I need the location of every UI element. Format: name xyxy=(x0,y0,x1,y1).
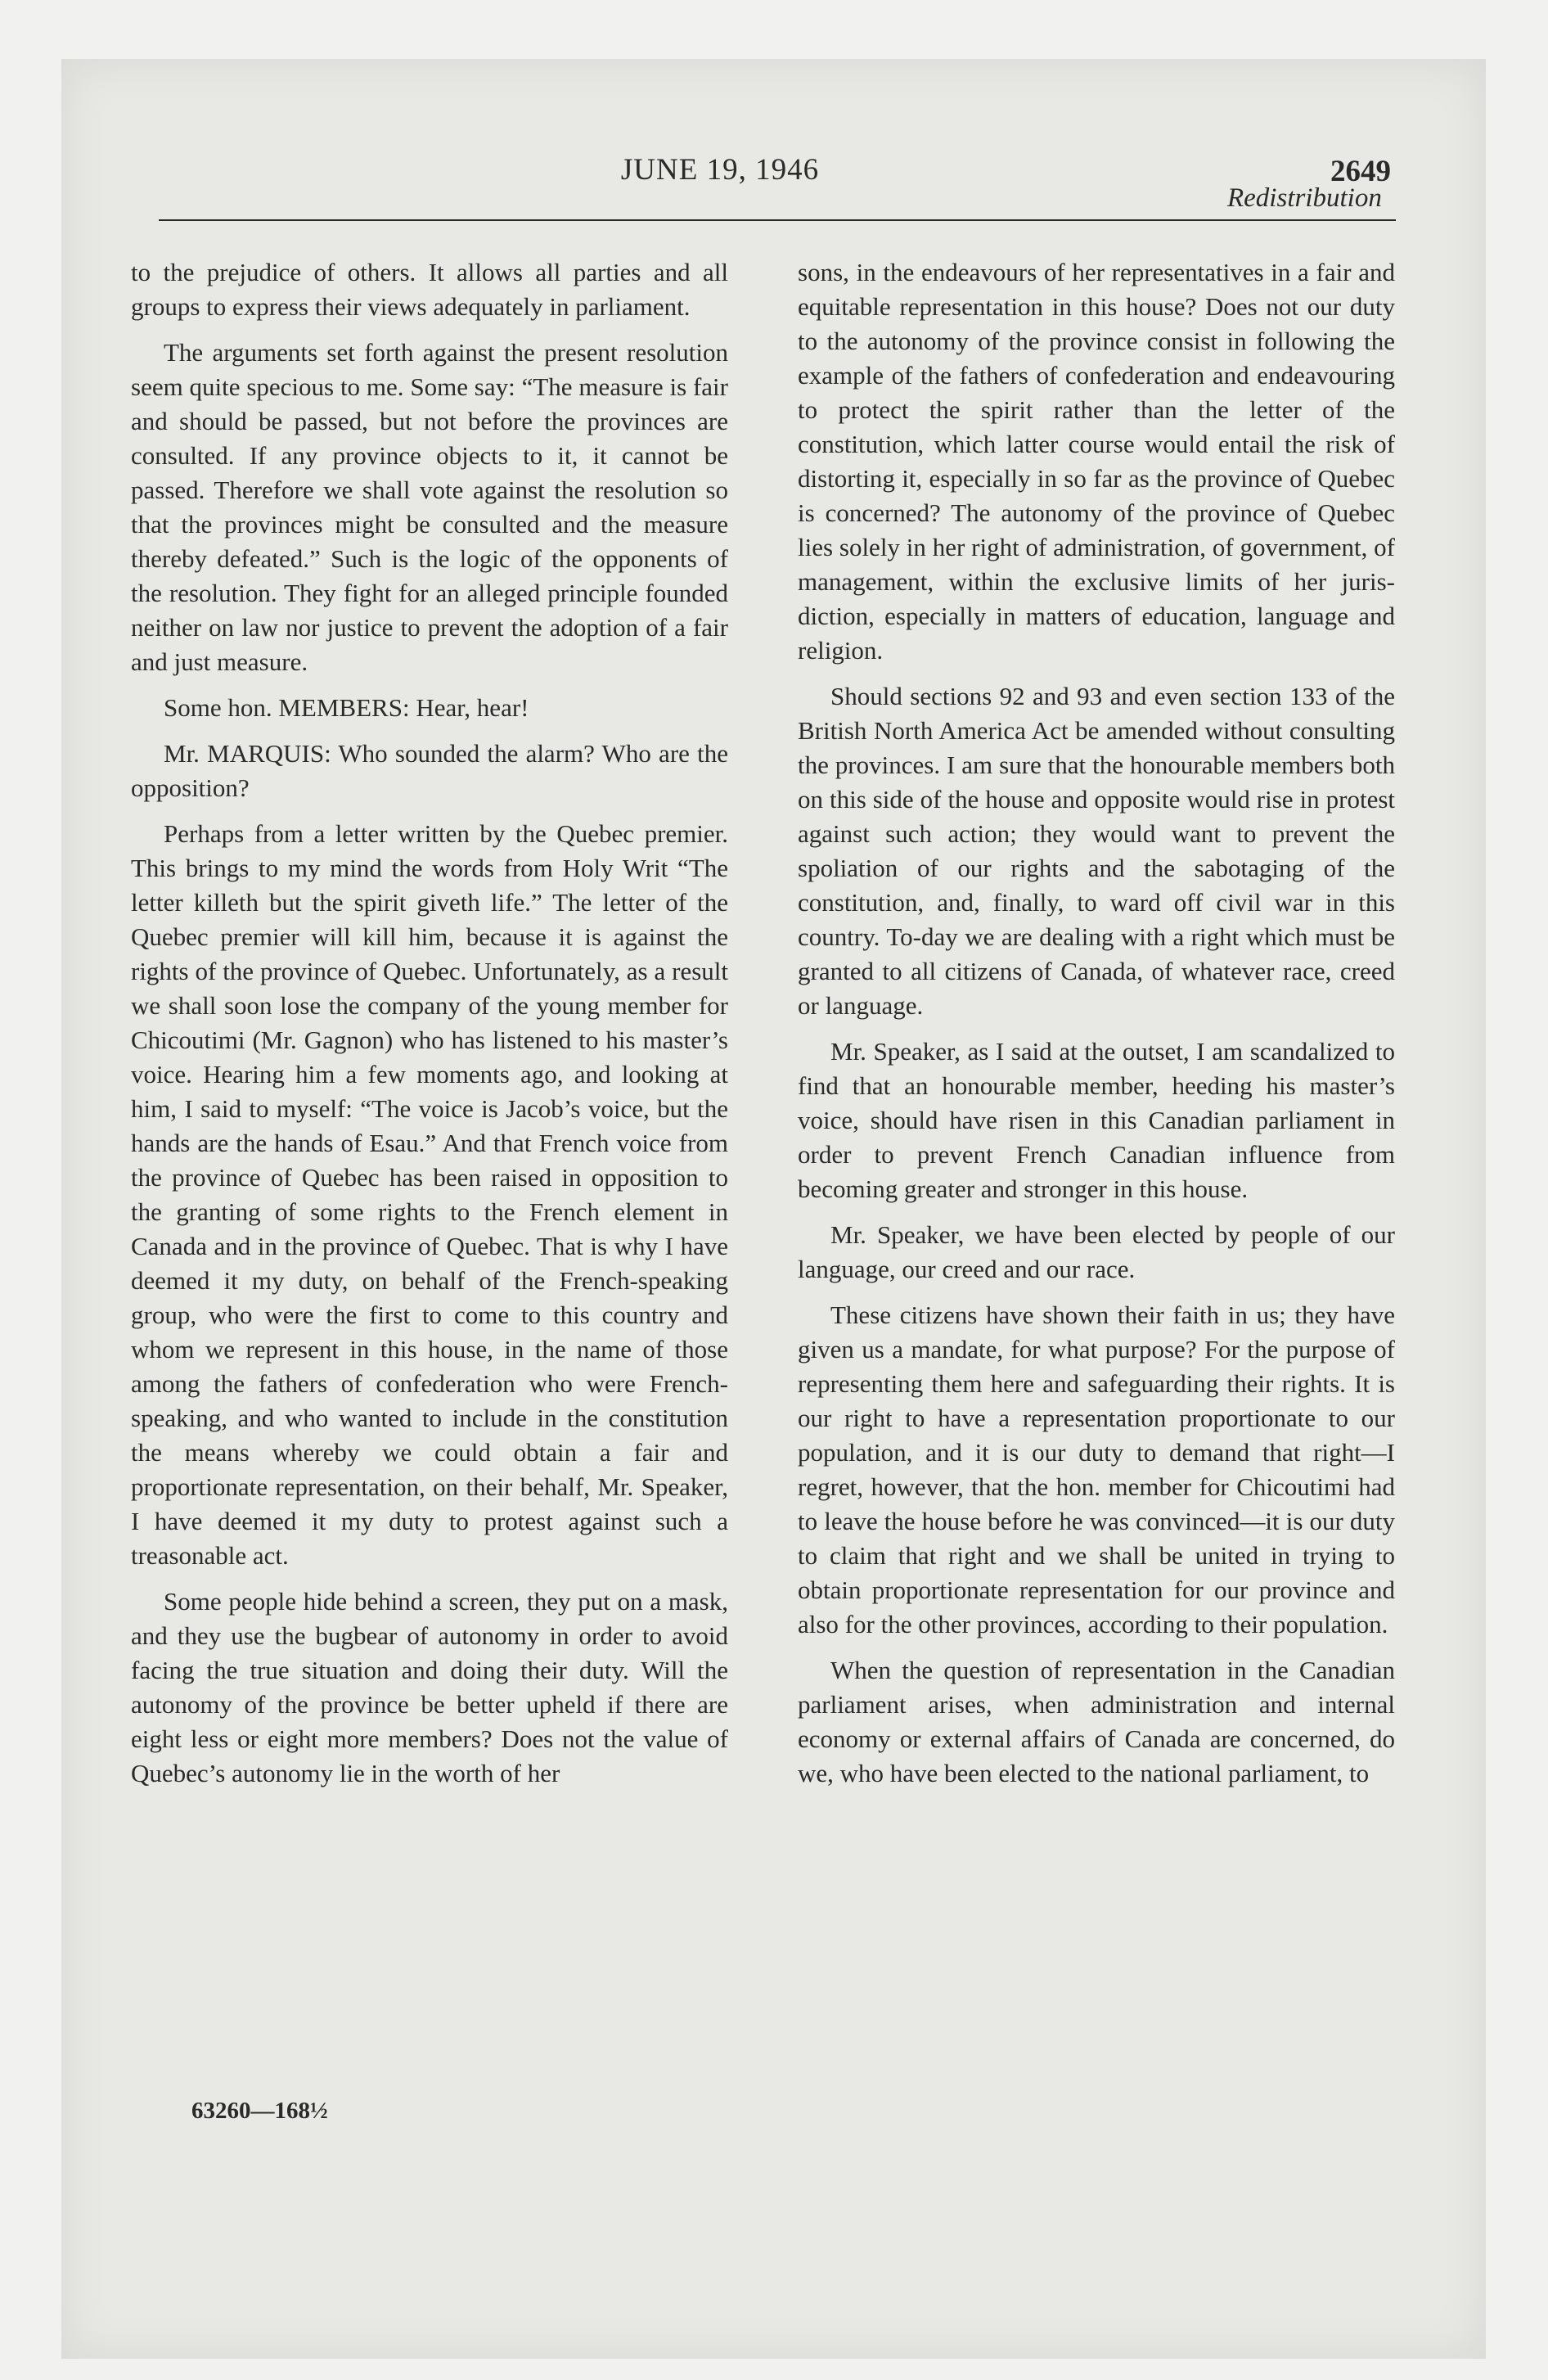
paragraph: When the question of representation in the Canadian parliament arises, when administration and internal economy or external affairs of Canada are concerned, do we, who have been elected to the national parliament, to xyxy=(798,1656,1395,1787)
printer-mark: 63260—168½ xyxy=(191,2098,328,2124)
paragraph: to the prejudice of others. It allows all parties and all groups to express their views adequately in parliament. xyxy=(131,258,728,321)
page-date: JUNE 19, 1946 xyxy=(620,153,820,187)
section-title: Redistribution xyxy=(1227,183,1382,213)
paragraph: Mr. Speaker, we have been elected by people of our language, our creed and our race. xyxy=(798,1220,1395,1283)
paragraph: Some hon. MEMBERS: Hear, hear! xyxy=(164,693,529,722)
paragraph: sons, in the endeavours of her representatives in a fair and equitable representation in this house? Does not our duty to the autonomy of the province consist in following the example of the fathers of confederation and endeavouring to protect the spirit rather than the letter of the constitution, which latter course would entail the risk of distorting it, especially in so far as the province of Quebec is concerned? The autonomy of the province of Quebec lies solely in her right of administration, of government, of management, within the exclusive limits of her jurisdiction, especially in matters of education, language and religion. xyxy=(798,258,1395,665)
right-column xyxy=(798,255,1395,1802)
page-number: 2649 xyxy=(1330,155,1391,188)
paragraph: Perhaps from a letter written by the Quebec premier. This brings to my mind the words from Holy Writ “The letter killeth but the spirit giveth life.” The letter of the Quebec premier will kill him, because it is against the rights of the province of Quebec. Unfortunately, as a result we shall soon lose the company of the young member for Chicoutimi (Mr. Gagnon) who has listened to his master’s voice. Hearing him a few moments ago, and looking at him, I said to myself: “The voice is Jacob’s voice, but the hands are the hands of Esau.” And that French voice from the province of Quebec has been raised in opposition to the granting of some rights to the French element in Canada and in the province of Quebec. That is why I have deemed it my duty, on behalf of the French-speaking group, who were the first to come to this country and whom we represent in this house, in the name of those among the fathers of confederation who were French-speaking, and who wanted to include in the constitution the means whereby we could obtain a fair and proportionate representation, on their behalf, Mr. Speaker, I have deemed it my duty to protest against such a treasonable act. xyxy=(131,819,728,1570)
paragraph: These citizens have shown their faith in us; they have given us a mandate, for what purpose? For the purpose of representing them here and safeguarding their rights. It is our right to have a representation proportionate to our population, and it is our duty to demand that right—I regret, however, that the hon. member for Chicoutimi had to leave the house before he was convinced—it is our duty to claim that right and we shall be united in trying to obtain proportionate representation for our province and also for the other provinces, according to their population. xyxy=(798,1300,1395,1639)
paragraph: The arguments set forth against the present resolution seem quite specious to me. Some say: “The measure is fair and should be passed, but not before the provinces are consulted. If any province objects to it, it cannot be passed. Therefore we shall vote against the resolution so that the provinces might be consulted and the measure thereby defeated.” Such is the logic of the opponents of the resolution. They fight for an alleged principle founded neither on law nor justice to prevent the adoption of a fair and just measure. xyxy=(131,338,728,676)
left-column xyxy=(131,255,728,1802)
paragraph: Mr. MARQUIS: Who sounded the alarm? Who are the opposition? xyxy=(131,739,728,802)
paragraph: Mr. Speaker, as I said at the outset, I am scandalized to find that an honourable member, heeding his master’s voice, should have risen in this Canadian parliament in order to prevent French Canadian influence from becoming greater and stronger in this house. xyxy=(798,1037,1395,1203)
header-rule xyxy=(159,219,1396,221)
paragraph: Should sections 92 and 93 and even section 133 of the British North America Act be amended without consulting the provinces. I am sure that the honourable members both on this side of the house and opposite would rise in protest against such action; they would want to prevent the spoliation of our rights and the sabotaging of the constitution, and, finally, to ward off civil war in this country. To-day we are dealing with a right which must be granted to all citizens of Canada, of whatever race, creed or language. xyxy=(798,682,1395,1020)
paragraph: Some people hide behind a screen, they put on a mask, and they use the bugbear of autonomy in order to avoid facing the true situation and doing their duty. Will the autonomy of the province be better upheld if there are eight less or eight more members? Does not the value of Quebec’s autonomy lie in the worth of her xyxy=(131,1587,728,1787)
